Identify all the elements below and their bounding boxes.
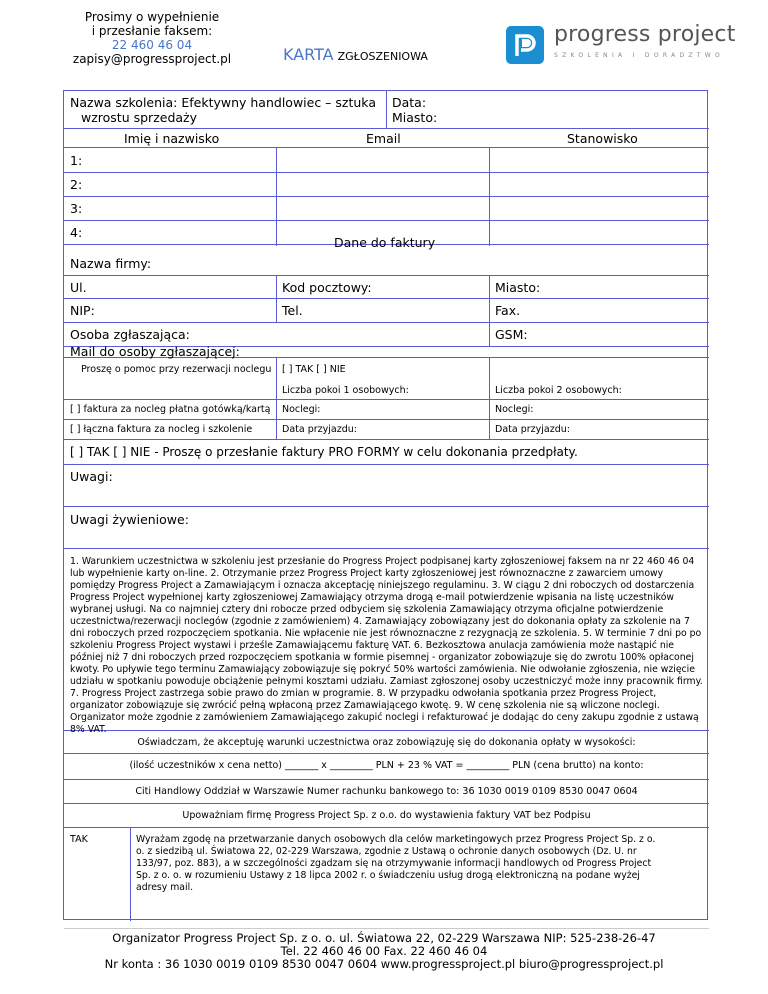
arrival-date-field-1[interactable]: Data przyjazdu: bbox=[282, 424, 357, 435]
joint-invoice-checkbox[interactable]: [ ] łączna faktura za nocleg i szkolenie bbox=[70, 424, 253, 435]
training-name-label: Nazwa szkolenia: Efektywny handlowiec – sztuka bbox=[70, 95, 376, 110]
hotel-help-label: Proszę o pomoc przy rezerwacji noclegu bbox=[81, 364, 272, 375]
remarks-field[interactable]: Uwagi: bbox=[70, 469, 113, 484]
gsm-field[interactable]: GSM: bbox=[495, 327, 528, 342]
logo-tagline: SZKOLENIA I DORADZTWO bbox=[554, 52, 725, 59]
training-name-label-cont: wzrostu sprzedaży bbox=[81, 110, 197, 125]
bank-account-text: Citi Handlowy Oddział w Warszawie Numer rachunku bankowego to: 36 1030 0019 0109 8530 0047 0604 bbox=[135, 786, 638, 797]
invoice-section-header: Dane do faktury bbox=[334, 235, 436, 250]
fax-number[interactable]: 22 460 46 04 bbox=[111, 38, 193, 52]
instruction-line-1: Prosimy o wypełnienie bbox=[84, 10, 220, 24]
form-title-sub: ZGŁOSZENIOWA bbox=[337, 50, 428, 63]
city-label[interactable]: Miasto: bbox=[392, 110, 438, 125]
fax-instructions bbox=[52, 10, 252, 66]
authorization-text: Upoważniam firmę Progress Project Sp. z o.o. do wystawienia faktury VAT bez Podpisu bbox=[182, 810, 591, 821]
date-label[interactable]: Data: bbox=[392, 95, 427, 110]
logo-mark-icon bbox=[506, 26, 544, 64]
col-position-header: Stanowisko bbox=[567, 131, 638, 146]
nip-field[interactable]: NIP: bbox=[70, 303, 95, 318]
form-title bbox=[283, 45, 428, 64]
invoice-city-field[interactable]: Miasto: bbox=[495, 280, 541, 295]
declaration-text: Oświadczam, że akceptuję warunki uczestnictwa oraz zobowiązuję się do dokonania opłaty w wysokości: bbox=[137, 737, 636, 748]
terms-paragraph: 1. Warunkiem uczestnictwa w szkoleniu jest przesłanie do Progress Project podpisanej karty zgłoszeniowej faksem na nr 22 460 46 04 lub wypełnienie karty on-line. 2. Otrzymanie przez Progress Project karty zgłoszeniowej jest równoznaczne z zawarciem umowy pomiędzy Progress Project a Zamawiającym i oznacza akceptację niniejszego regulaminu. 3. W ciągu 2 dni roboczych od dostarczenia Progress Project wypełnionej karty zgłoszeniowej Zamawiający otrzyma drogą e-mail potwierdzenie wpisania na listę uczestników wybranej usługi. Na co najmniej cztery dni robocze przed odbyciem się szkolenia Zamawiający otrzyma oficjalne potwierdzenie uczestnictwa/rezerwacji noclegów (zgodnie z zamówieniem) 4. Zamawiający zobowiązany jest do dokonania opłaty za szkolenie na 7 dni roboczych przed rozpoczęciem spotkania. Nie wpłacenie nie jest równoznaczne z rezygnacją ze szkolenia. 5. W terminie 7 dni po po szkoleniu Progress Project wystawi i prześle Zamawiającemu fakturę VAT. 6. Bezkosztowa anulacja zamówienia może nastąpić nie później niż 7 dni roboczych przed rozpoczęciem spotkania w formie pisemnej - organizator zobowiązuje się do zwrotu 100% opłaconej kwoty. Po upływie tego terminu Zamawiający zobowiązuje się pokryć 50% wartości zamówienia. Nie odwołanie zgłoszenia, nie wzięcie udziału w spotkaniu powoduje obciążenie pełnymi kosztami udziału. Zamiast zgłoszonej osoby uczestniczyć może inny pracownik firmy. 7. Progress Project zastrzega sobie prawo do zmian w programie. 8. W przypadku odwołania spotkania przez Progress Project, organizator zobowiązuje się zwrócić pełną wpłaconą przez Zamawiającego kwotę. 9. W cenę szkolenia nie są wliczone noclegi. Organizator może zgodnie z zamówieniem Zamawiającego zakupić noclegi i refakturować je dodając do ceny zakupu zgodnie z ustawą 8% VAT. bbox=[70, 556, 703, 735]
footer-line-1: Organizator Progress Project Sp. z o. o. ul. Światowa 22, 02-229 Warszawa NIP: 525-238-26-47 bbox=[112, 931, 656, 945]
arrival-date-field-2[interactable]: Data przyjazdu: bbox=[495, 424, 570, 435]
tel-field[interactable]: Tel. bbox=[282, 303, 303, 318]
form-title-main: KARTA bbox=[283, 45, 334, 64]
footer-divider bbox=[64, 928, 709, 929]
contact-email[interactable]: zapisy@progressproject.pl bbox=[72, 52, 232, 66]
street-field[interactable]: Ul. bbox=[70, 280, 87, 295]
consent-tak-checkbox[interactable]: TAK bbox=[70, 834, 88, 845]
participant-row-4[interactable]: 4: bbox=[70, 225, 83, 240]
proforma-checkbox[interactable]: [ ] TAK [ ] NIE - Proszę o przesłanie faktury PRO FORMY w celu dokonania przedpłaty. bbox=[70, 445, 578, 459]
footer-line-3: Nr konta : 36 1030 0019 0109 8530 0047 0604 www.progressproject.pl biuro@progressproject.pl bbox=[104, 957, 664, 971]
participant-row-3[interactable]: 3: bbox=[70, 201, 83, 216]
col-email-header: Email bbox=[366, 131, 401, 146]
postal-code-field[interactable]: Kod pocztowy: bbox=[282, 280, 372, 295]
participant-row-1[interactable]: 1: bbox=[70, 153, 83, 168]
participant-row-2[interactable]: 2: bbox=[70, 177, 83, 192]
cash-invoice-checkbox[interactable]: [ ] faktura za nocleg płatna gotówką/kartą bbox=[70, 404, 271, 415]
price-formula[interactable]: (ilość uczestników x cena netto) _______ x _________ PLN + 23 % VAT = _________ PLN (cena brutto) na konto: bbox=[129, 760, 644, 771]
registration-form bbox=[63, 90, 708, 920]
hotel-yes-no-checkbox[interactable]: [ ] TAK [ ] NIE bbox=[282, 364, 346, 375]
nights-field-1[interactable]: Noclegi: bbox=[282, 404, 321, 415]
col-name-header: Imię i nazwisko bbox=[124, 131, 220, 146]
footer-line-2: Tel. 22 460 46 00 Fax. 22 460 46 04 bbox=[280, 944, 488, 958]
instruction-line-2: i przesłanie faksem: bbox=[91, 24, 213, 38]
page-footer bbox=[0, 932, 768, 971]
consent-text: Wyrażam zgodę na przetwarzanie danych osobowych dla celów marketingowych przez Progress Project Sp. z o. o. z siedzibą ul. Światowa 22, 02-229 Warszawa, zgodnie z Ustawą o ochronie danych osobowych (Dz. U. nr 133/97, poz. 883), a w szczególności zgadzam się na otrzymywanie informacji handlowych od Progress Project Sp. z o. o. w rozumieniu Ustawy z 18 lipca 2002 r. o świadczeniu usług drogą elektroniczną na podane wyżej adresy mail. bbox=[136, 834, 656, 893]
company-logo bbox=[506, 22, 736, 70]
fax-field[interactable]: Fax. bbox=[495, 303, 521, 318]
contact-person-field[interactable]: Osoba zgłaszająca: bbox=[70, 327, 190, 342]
diet-remarks-field[interactable]: Uwagi żywieniowe: bbox=[70, 512, 189, 527]
double-rooms-field[interactable]: Liczba pokoi 2 osobowych: bbox=[495, 385, 622, 396]
company-name-field[interactable]: Nazwa firmy: bbox=[70, 256, 152, 271]
contact-mail-field[interactable]: Mail do osoby zgłaszającej: bbox=[70, 344, 240, 359]
logo-title: progress project bbox=[554, 22, 736, 47]
nights-field-2[interactable]: Noclegi: bbox=[495, 404, 534, 415]
single-rooms-field[interactable]: Liczba pokoi 1 osobowych: bbox=[282, 385, 409, 396]
